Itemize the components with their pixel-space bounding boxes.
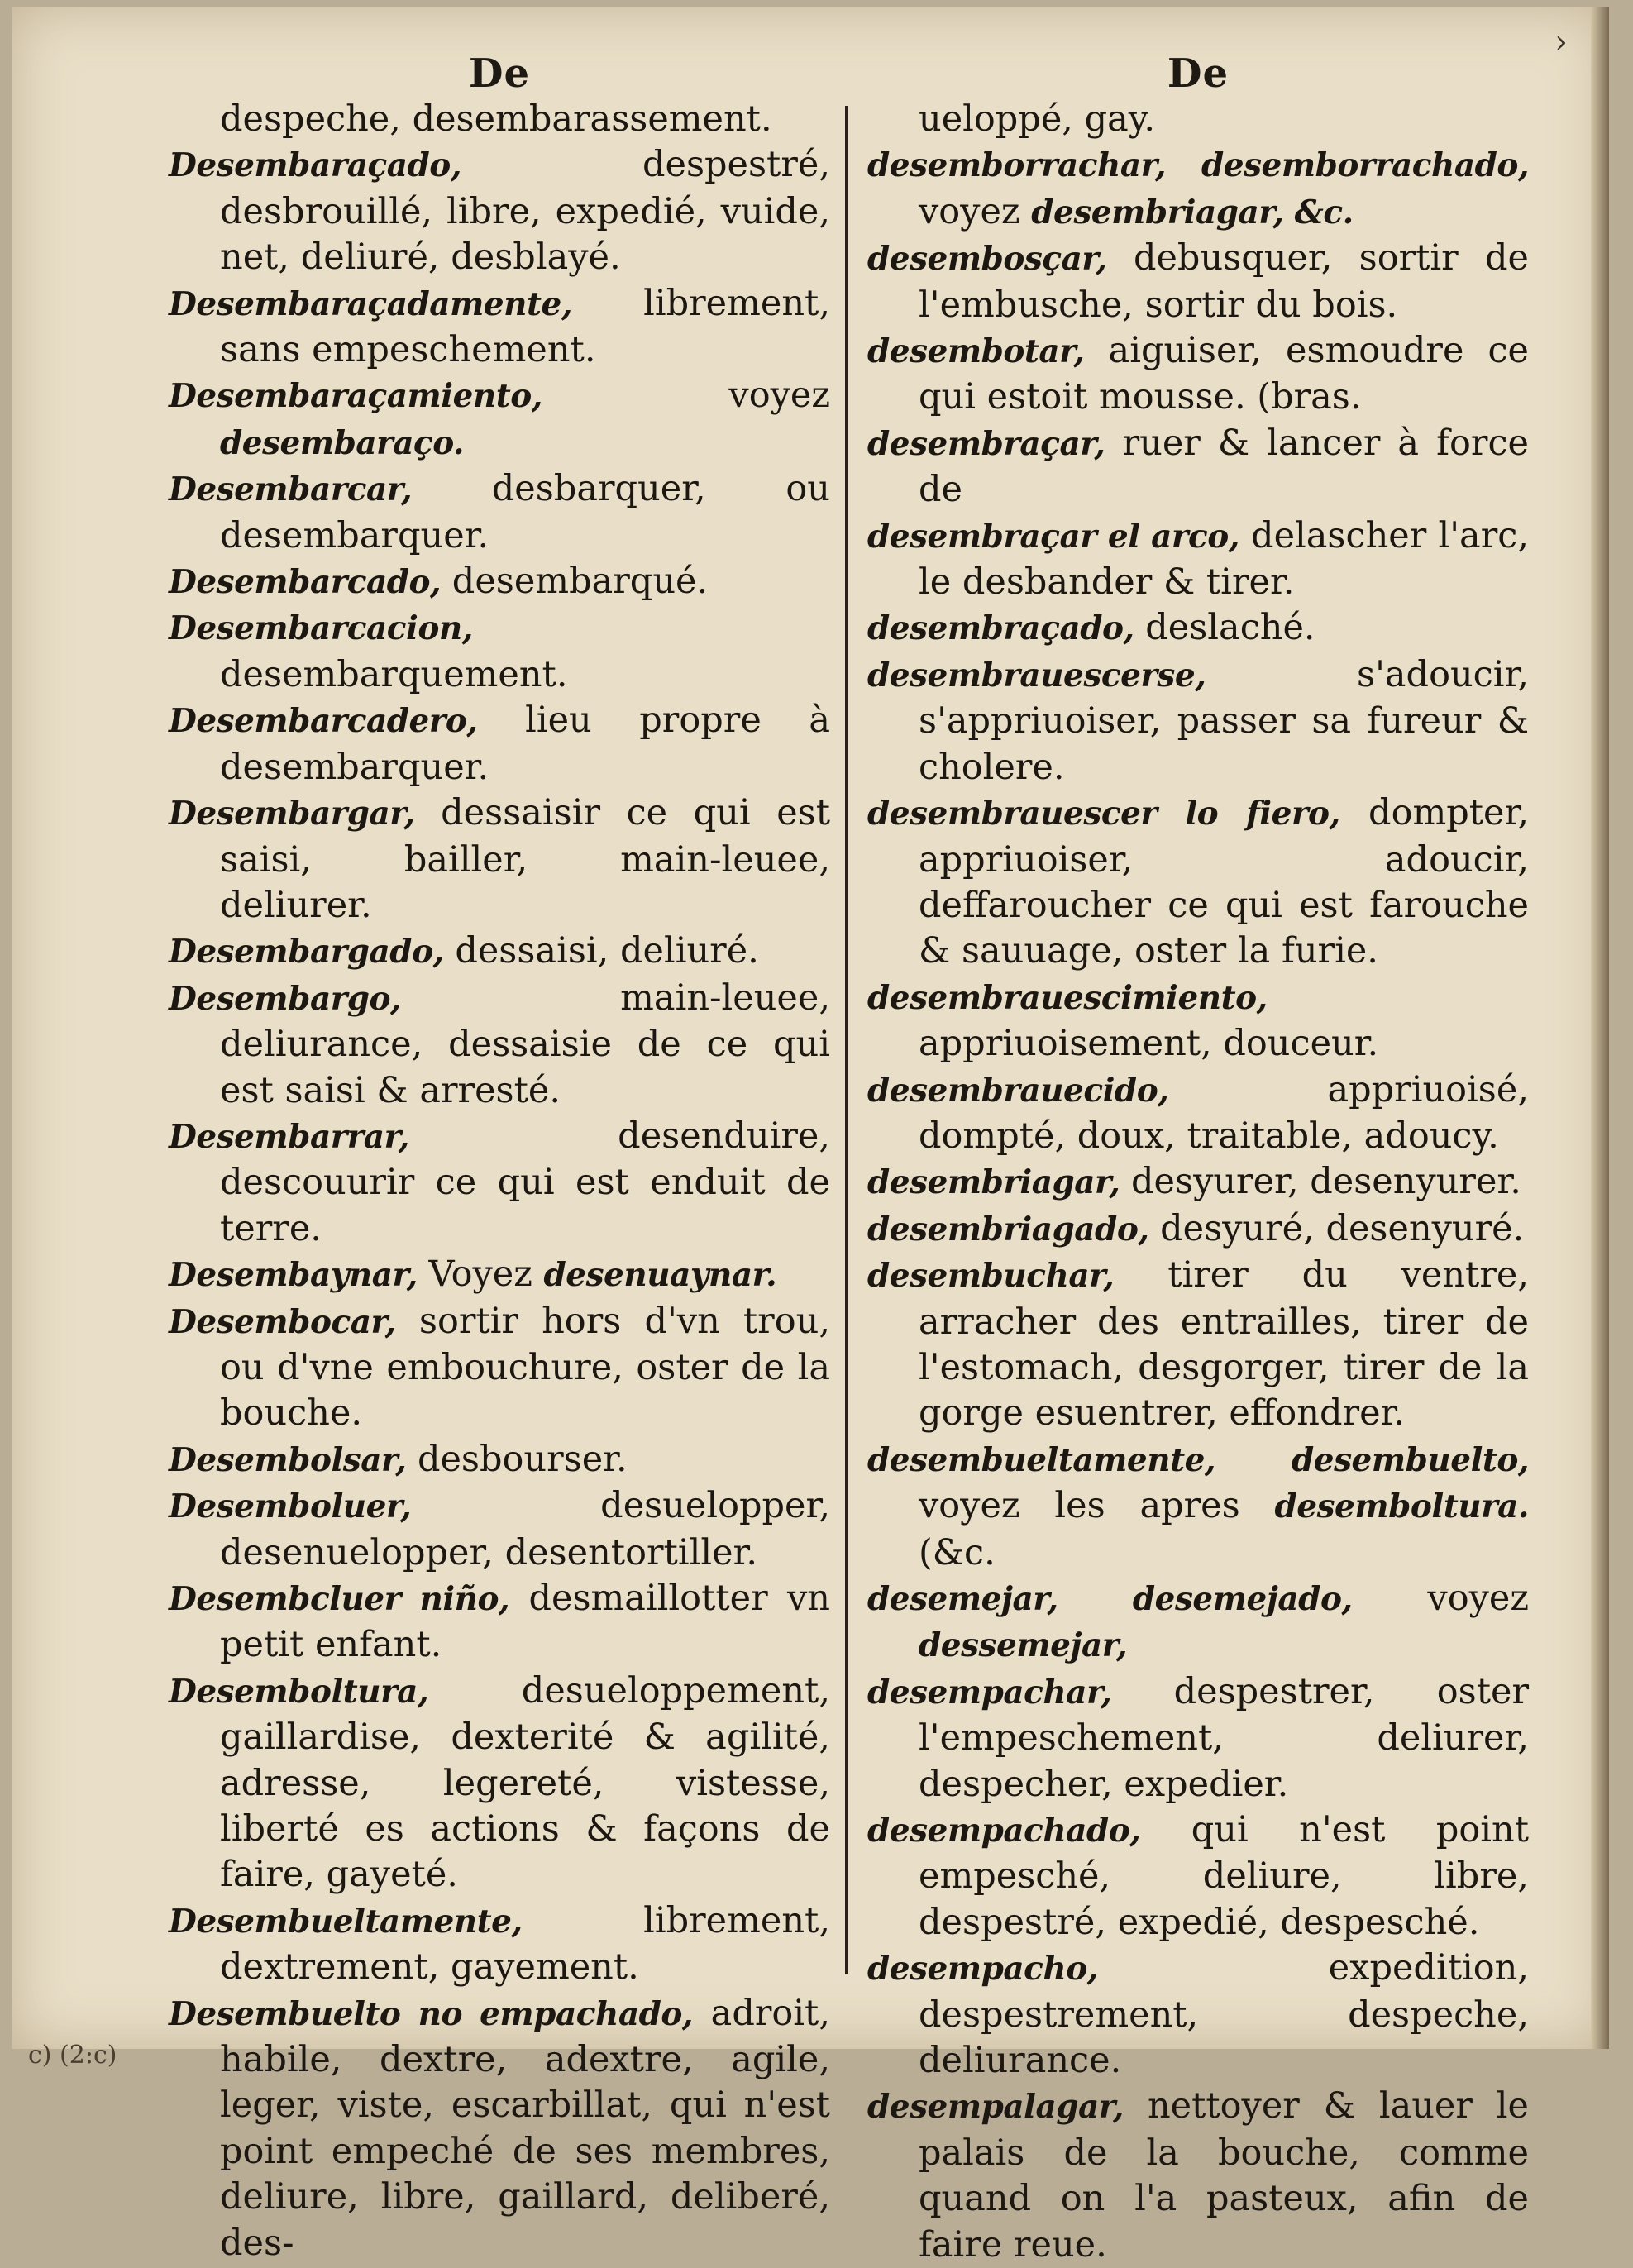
dictionary-entry [867, 1669, 1529, 1807]
dictionary-entry [169, 790, 830, 929]
definition: librement, sans empeschement. [220, 282, 830, 371]
definition: voyez les apres [919, 1485, 1275, 1527]
dictionary-entry [867, 1946, 1529, 2084]
column-rule [845, 106, 848, 1974]
cross-reference: desenuaynar. [543, 1256, 777, 1295]
definition: voyez [1352, 1578, 1529, 1619]
dictionary-entry [169, 1437, 830, 1483]
dictionary-entry [169, 466, 830, 559]
dictionary-entry [867, 652, 1529, 790]
headword: desemejar, desemejado, [867, 1580, 1353, 1618]
dictionary-entry [169, 1991, 830, 2266]
dictionary-entry [169, 142, 830, 280]
headword: desembrauecido, [867, 1071, 1169, 1110]
definition: voyez [919, 190, 1032, 232]
definition: expedition, despestrement, despeche, deliurance. [919, 1947, 1529, 2082]
headword: Desembargo, [169, 979, 402, 1018]
headword: desembotar, [867, 332, 1085, 371]
definition: Voyez [417, 1253, 544, 1296]
dictionary-entry [169, 281, 830, 374]
dictionary-entry [169, 373, 830, 466]
definition: desueloppement, gaillardise, dexterité & agilité, adresse, legereté, vistesse, liberté es actions & façons de faire, gayeté. [220, 1669, 830, 1896]
definition: librement, dextrement, gayement. [220, 1899, 830, 1989]
left-running-head: De [468, 50, 531, 97]
headword: desempachar, [867, 1673, 1112, 1712]
corner-mark: › [1554, 23, 1568, 61]
definition: delascher l'arc, le desbander & tirer. [919, 514, 1529, 604]
headword: Desembueltamente, [169, 1902, 523, 1941]
dictionary-entry [169, 976, 830, 1114]
definition: nettoyer & lauer le palais de la bouche, comme quand on l'a pasteux, afin de faire reue. [919, 2085, 1529, 2266]
definition: desbourser. [406, 1438, 628, 1480]
left-column [169, 50, 830, 2264]
definition: debusquer, sortir de l'embusche, sortir du bois. [919, 237, 1529, 326]
dictionary-entry [867, 421, 1529, 513]
dictionary-entry [867, 142, 1529, 236]
definition: voyez [542, 375, 830, 417]
dictionary-entry [169, 1299, 830, 1437]
dictionary-entry [867, 513, 1529, 606]
headword: desembraçar el arco, [867, 517, 1239, 556]
headword: Desembarcacion, [169, 609, 473, 648]
headword: Desembaynar, [169, 1256, 418, 1295]
dictionary-entry [169, 1669, 830, 1898]
headword: Desembaraçado, [169, 146, 461, 185]
dictionary-entry [867, 1206, 1529, 1253]
dictionary-entry: despeche, desembarassement. [220, 98, 772, 140]
cross-reference: desembriagar, &c. [1031, 193, 1354, 232]
definition: dessaisir ce qui est saisi, bailler, main-leuee, deliurer. [220, 792, 830, 926]
definition: desyurer, desenyurer. [1120, 1161, 1521, 1203]
dictionary-entry [867, 1159, 1529, 1206]
headword: desembuchar, [867, 1257, 1115, 1296]
headword: Desembcluer niño, [169, 1580, 510, 1618]
headword: desembraçado, [867, 609, 1134, 648]
headword: desembosçar, [867, 240, 1107, 279]
headword: desempalagar, [867, 2088, 1124, 2127]
dictionary-entry [169, 1898, 830, 1991]
headword: Desembarcar, [169, 470, 413, 509]
dictionary-entry [867, 328, 1529, 421]
headword: Desembocar, [169, 1302, 396, 1341]
headword: desembraçar, [867, 424, 1105, 463]
headword: desemborrachar, desemborrachado, [867, 146, 1529, 185]
headword: desempachado, [867, 1812, 1141, 1850]
definition: ruer & lancer à force de [919, 422, 1529, 511]
definition: despestré, desbrouillé, libre, expedié, vuide, net, deliuré, desblayé. [220, 144, 830, 279]
definition: desembarqué. [441, 561, 709, 603]
headword: Desembolsar, [169, 1440, 407, 1479]
definition: sortir hors d'vn trou, ou d'vne embouchure, oster de la bouche. [220, 1300, 830, 1435]
definition-tail: (&c. [919, 1531, 996, 1573]
definition: desuelopper, desenuelopper, desentortiller. [220, 1485, 830, 1573]
headword: Desemboltura, [169, 1672, 429, 1711]
definition: s'adoucir, s'appriuoiser, passer sa fureur & cholere. [919, 653, 1529, 788]
dictionary-entry [867, 1807, 1529, 1946]
headword: Desemboluer, [169, 1487, 412, 1526]
headword: Desembuelto no empachado, [169, 1994, 693, 2033]
dictionary-entry [867, 1253, 1529, 1437]
definition: dessaisi, deliuré. [443, 930, 759, 972]
cross-reference: desembaraço. [220, 423, 465, 462]
dictionary-entry [169, 698, 830, 790]
headword: Desembarcado, [169, 563, 442, 602]
dictionary-entry [867, 2084, 1529, 2268]
right-running-head: De [1167, 50, 1230, 97]
headword: Desembarrar, [169, 1117, 409, 1156]
headword: desembrauescimiento, [867, 978, 1268, 1017]
dictionary-entry: ueloppé, gay. [919, 98, 1156, 140]
dictionary-entry [867, 790, 1529, 975]
definition: desmaillotter vn petit enfant. [220, 1578, 830, 1666]
definition: appriuoisé, dompté, doux, traitable, adoucy. [919, 1068, 1529, 1157]
definition: desenduire, descouurir ce qui est enduit de terre. [220, 1115, 830, 1249]
definition: desyuré, desenyuré. [1148, 1207, 1525, 1249]
dictionary-entry [867, 1576, 1529, 1669]
dictionary-entry [867, 605, 1529, 652]
left-entries [169, 97, 830, 2266]
headword: desembueltamente, desembuelto, [867, 1440, 1529, 1479]
definition: qui n'est point empesché, deliure, libre, despestré, expedié, despesché. [919, 1809, 1529, 1943]
dictionary-entry [867, 975, 1529, 1067]
dictionary-entry [867, 1437, 1529, 1576]
definition: dompter, appriuoiser, adoucir, deffaroucher ce qui est farouche & sauuage, oster la furie. [919, 792, 1529, 972]
definition: lieu propre à desembarquer. [220, 699, 830, 788]
cross-reference: dessemejar, [919, 1626, 1128, 1665]
page-footer-mark: c) (2:c) [28, 2041, 117, 2070]
headword: desembrauescerse, [867, 656, 1206, 695]
definition: desbarquer, ou desembarquer. [220, 468, 830, 556]
definition: main-leuee, deliurance, dessaisie de ce qui est saisi & arresté. [220, 976, 830, 1111]
cross-reference: desemboltura. [1274, 1487, 1529, 1526]
right-entries [867, 97, 1529, 2268]
dictionary-page [12, 7, 1609, 2266]
headword: desempacho, [867, 1950, 1098, 1989]
definition: deslaché. [1134, 607, 1315, 649]
definition: despestrer, oster l'empeschement, deliurer, despecher, expedier. [919, 1670, 1529, 1805]
headword: Desembaraçadamente, [169, 284, 572, 323]
headword: desembrauescer lo fiero, [867, 795, 1340, 833]
headword: Desembargar, [169, 795, 415, 833]
headword: desembriagado, [867, 1210, 1149, 1249]
dictionary-entry [169, 929, 830, 975]
dictionary-entry [169, 1252, 830, 1298]
headword: Desembarcadero, [169, 702, 478, 741]
dictionary-entry [169, 605, 830, 698]
dictionary-entry [169, 559, 830, 605]
definition: tirer du ventre, arracher des entrailles, tirer de l'estomach, desgorger, tirer de la gorge esuentrer, effondrer. [919, 1254, 1529, 1435]
dictionary-entry [867, 236, 1529, 328]
page-edge [1591, 7, 1609, 2049]
definition: adroit, habile, dextre, adextre, agile, leger, viste, escarbillat, qui n'est point empeché de ses membres, deliure, libre, gaillard, deliberé, des- [220, 1992, 830, 2264]
definition: aiguiser, esmoudre ce qui estoit mousse. (bras. [919, 330, 1529, 418]
right-column [867, 50, 1529, 2266]
dictionary-entry [169, 1114, 830, 1252]
dictionary-entry [867, 1067, 1529, 1160]
dictionary-entry [169, 1483, 830, 1576]
definition: desembarquement. [220, 653, 568, 695]
headword: desembriagar, [867, 1163, 1120, 1202]
headword: Desembargado, [169, 933, 444, 972]
dictionary-entry [169, 1576, 830, 1669]
headword: Desembaraçamiento, [169, 377, 542, 416]
definition: appriuoisement, douceur. [919, 1023, 1379, 1065]
